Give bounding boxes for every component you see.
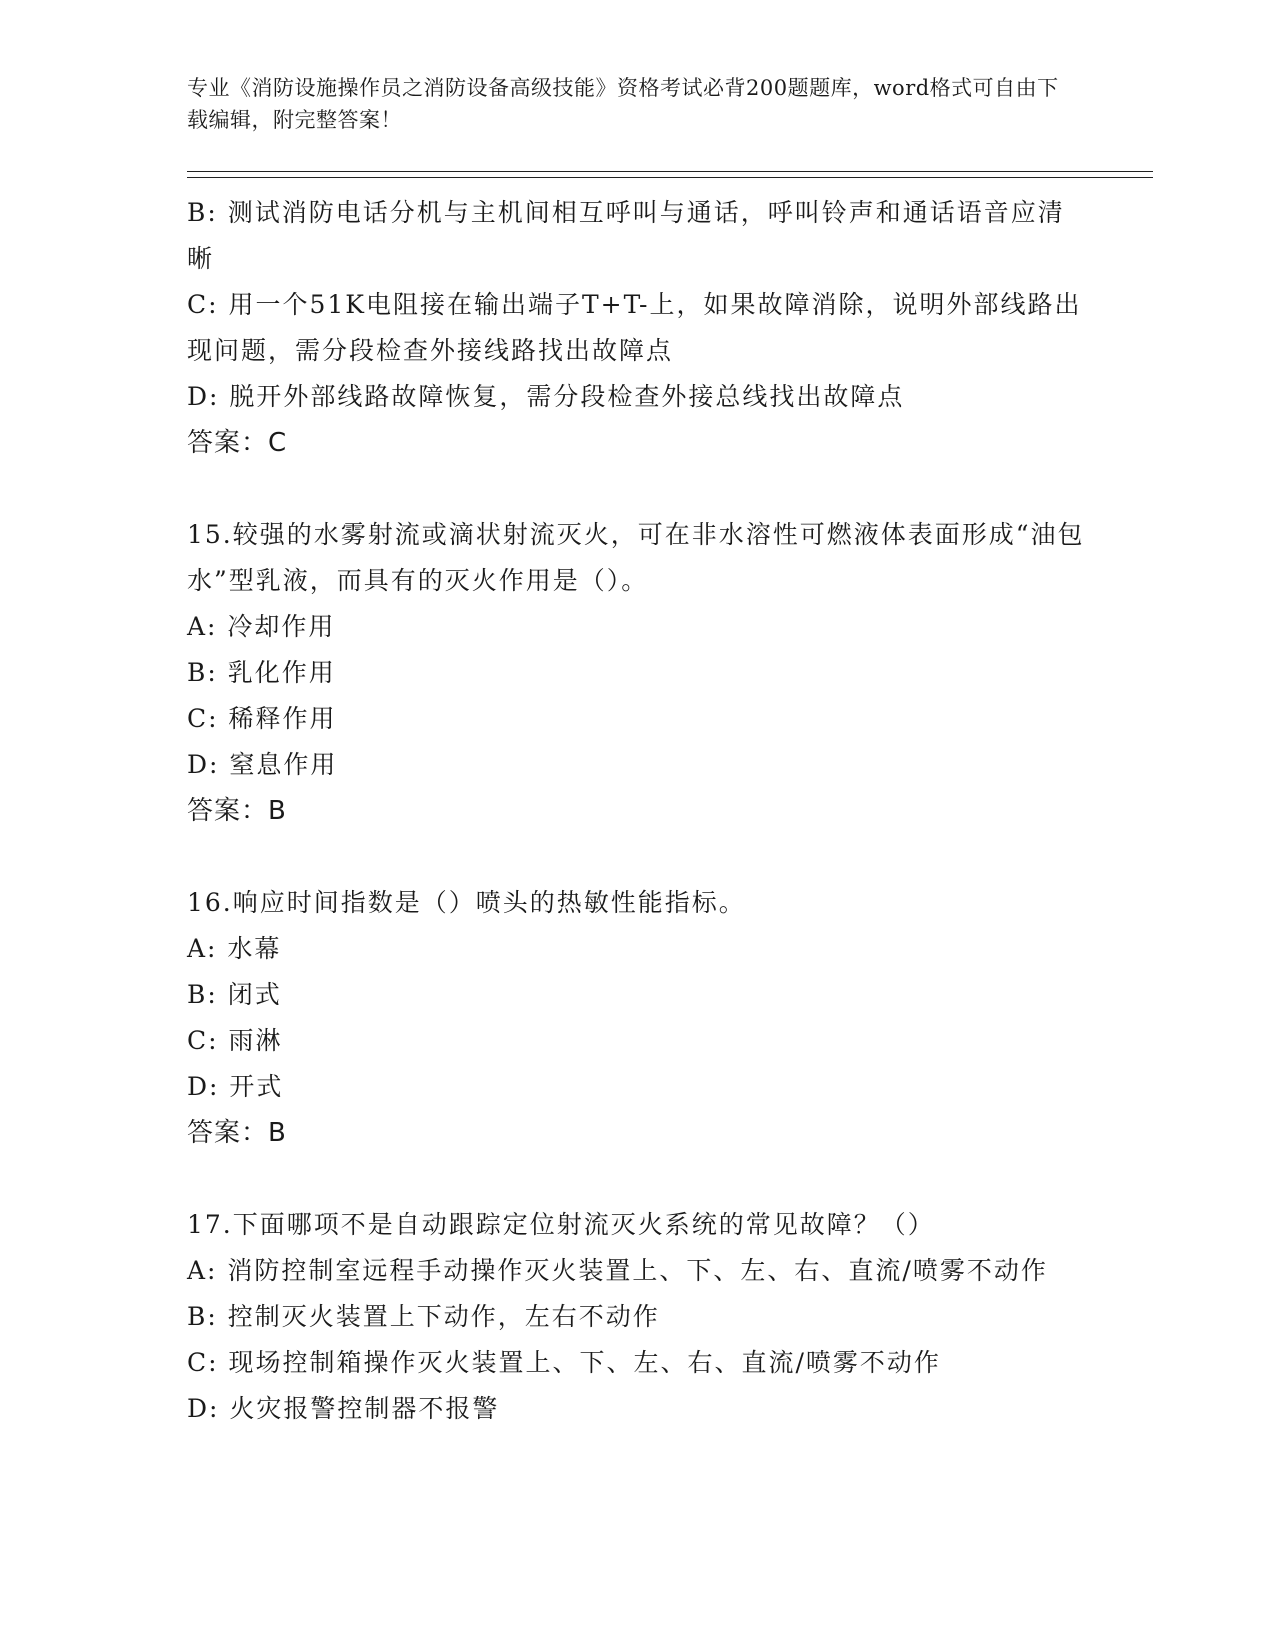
- option-c: C: 现场控制箱操作灭火装置上、下、左、右、直流/喷雾不动作: [187, 1348, 941, 1377]
- spacer: [187, 834, 1087, 880]
- answer: 答案：B: [187, 796, 287, 826]
- option-b: B: 测试消防电话分机与主机间相互呼叫与通话，呼叫铃声和通话语音应清晰: [187, 198, 1065, 273]
- answer: 答案：C: [187, 428, 288, 458]
- header-rule-top: [187, 171, 1153, 172]
- option-d: D: 开式: [187, 1072, 284, 1101]
- option-c: C: 用一个51K电阻接在输出端子T+T-上，如果故障消除，说明外部线路出现问题，需分段检查外接线路找出故障点: [187, 290, 1082, 365]
- question-stem: 16.响应时间指数是（）喷头的热敏性能指标。: [187, 888, 746, 917]
- option-b: B: 闭式: [187, 980, 282, 1009]
- option-b: B: 控制灭火装置上下动作，左右不动作: [187, 1302, 660, 1331]
- question-stem: 17.下面哪项不是自动跟踪定位射流灭火系统的常见故障？（）: [187, 1210, 935, 1239]
- question-stem: 15.较强的水雾射流或滴状射流灭火，可在非水溶性可燃液体表面形成“油包水”型乳液，而具有的灭火作用是（）。: [187, 520, 1085, 595]
- option-a: A: 冷却作用: [187, 612, 336, 641]
- option-d: D: 火灾报警控制器不报警: [187, 1394, 500, 1423]
- option-c: C: 稀释作用: [187, 704, 337, 733]
- question-content: [187, 190, 1087, 1432]
- option-d: D: 脱开外部线路故障恢复，需分段检查外接总线找出故障点: [187, 382, 905, 411]
- header-rule-bottom: [187, 177, 1153, 178]
- option-d: D: 窒息作用: [187, 750, 338, 779]
- spacer: [187, 1156, 1087, 1202]
- option-c: C: 雨淋: [187, 1026, 283, 1055]
- answer: 答案：B: [187, 1118, 287, 1148]
- option-b: B: 乳化作用: [187, 658, 336, 687]
- option-a: A: 水幕: [187, 934, 282, 963]
- spacer: [187, 466, 1087, 512]
- document-header: 专业《消防设施操作员之消防设备高级技能》资格考试必背200题题库，word格式可自由下载编辑，附完整答案！: [187, 76, 1059, 132]
- option-a: A: 消防控制室远程手动操作灭火装置上、下、左、右、直流/喷雾不动作: [187, 1256, 1048, 1285]
